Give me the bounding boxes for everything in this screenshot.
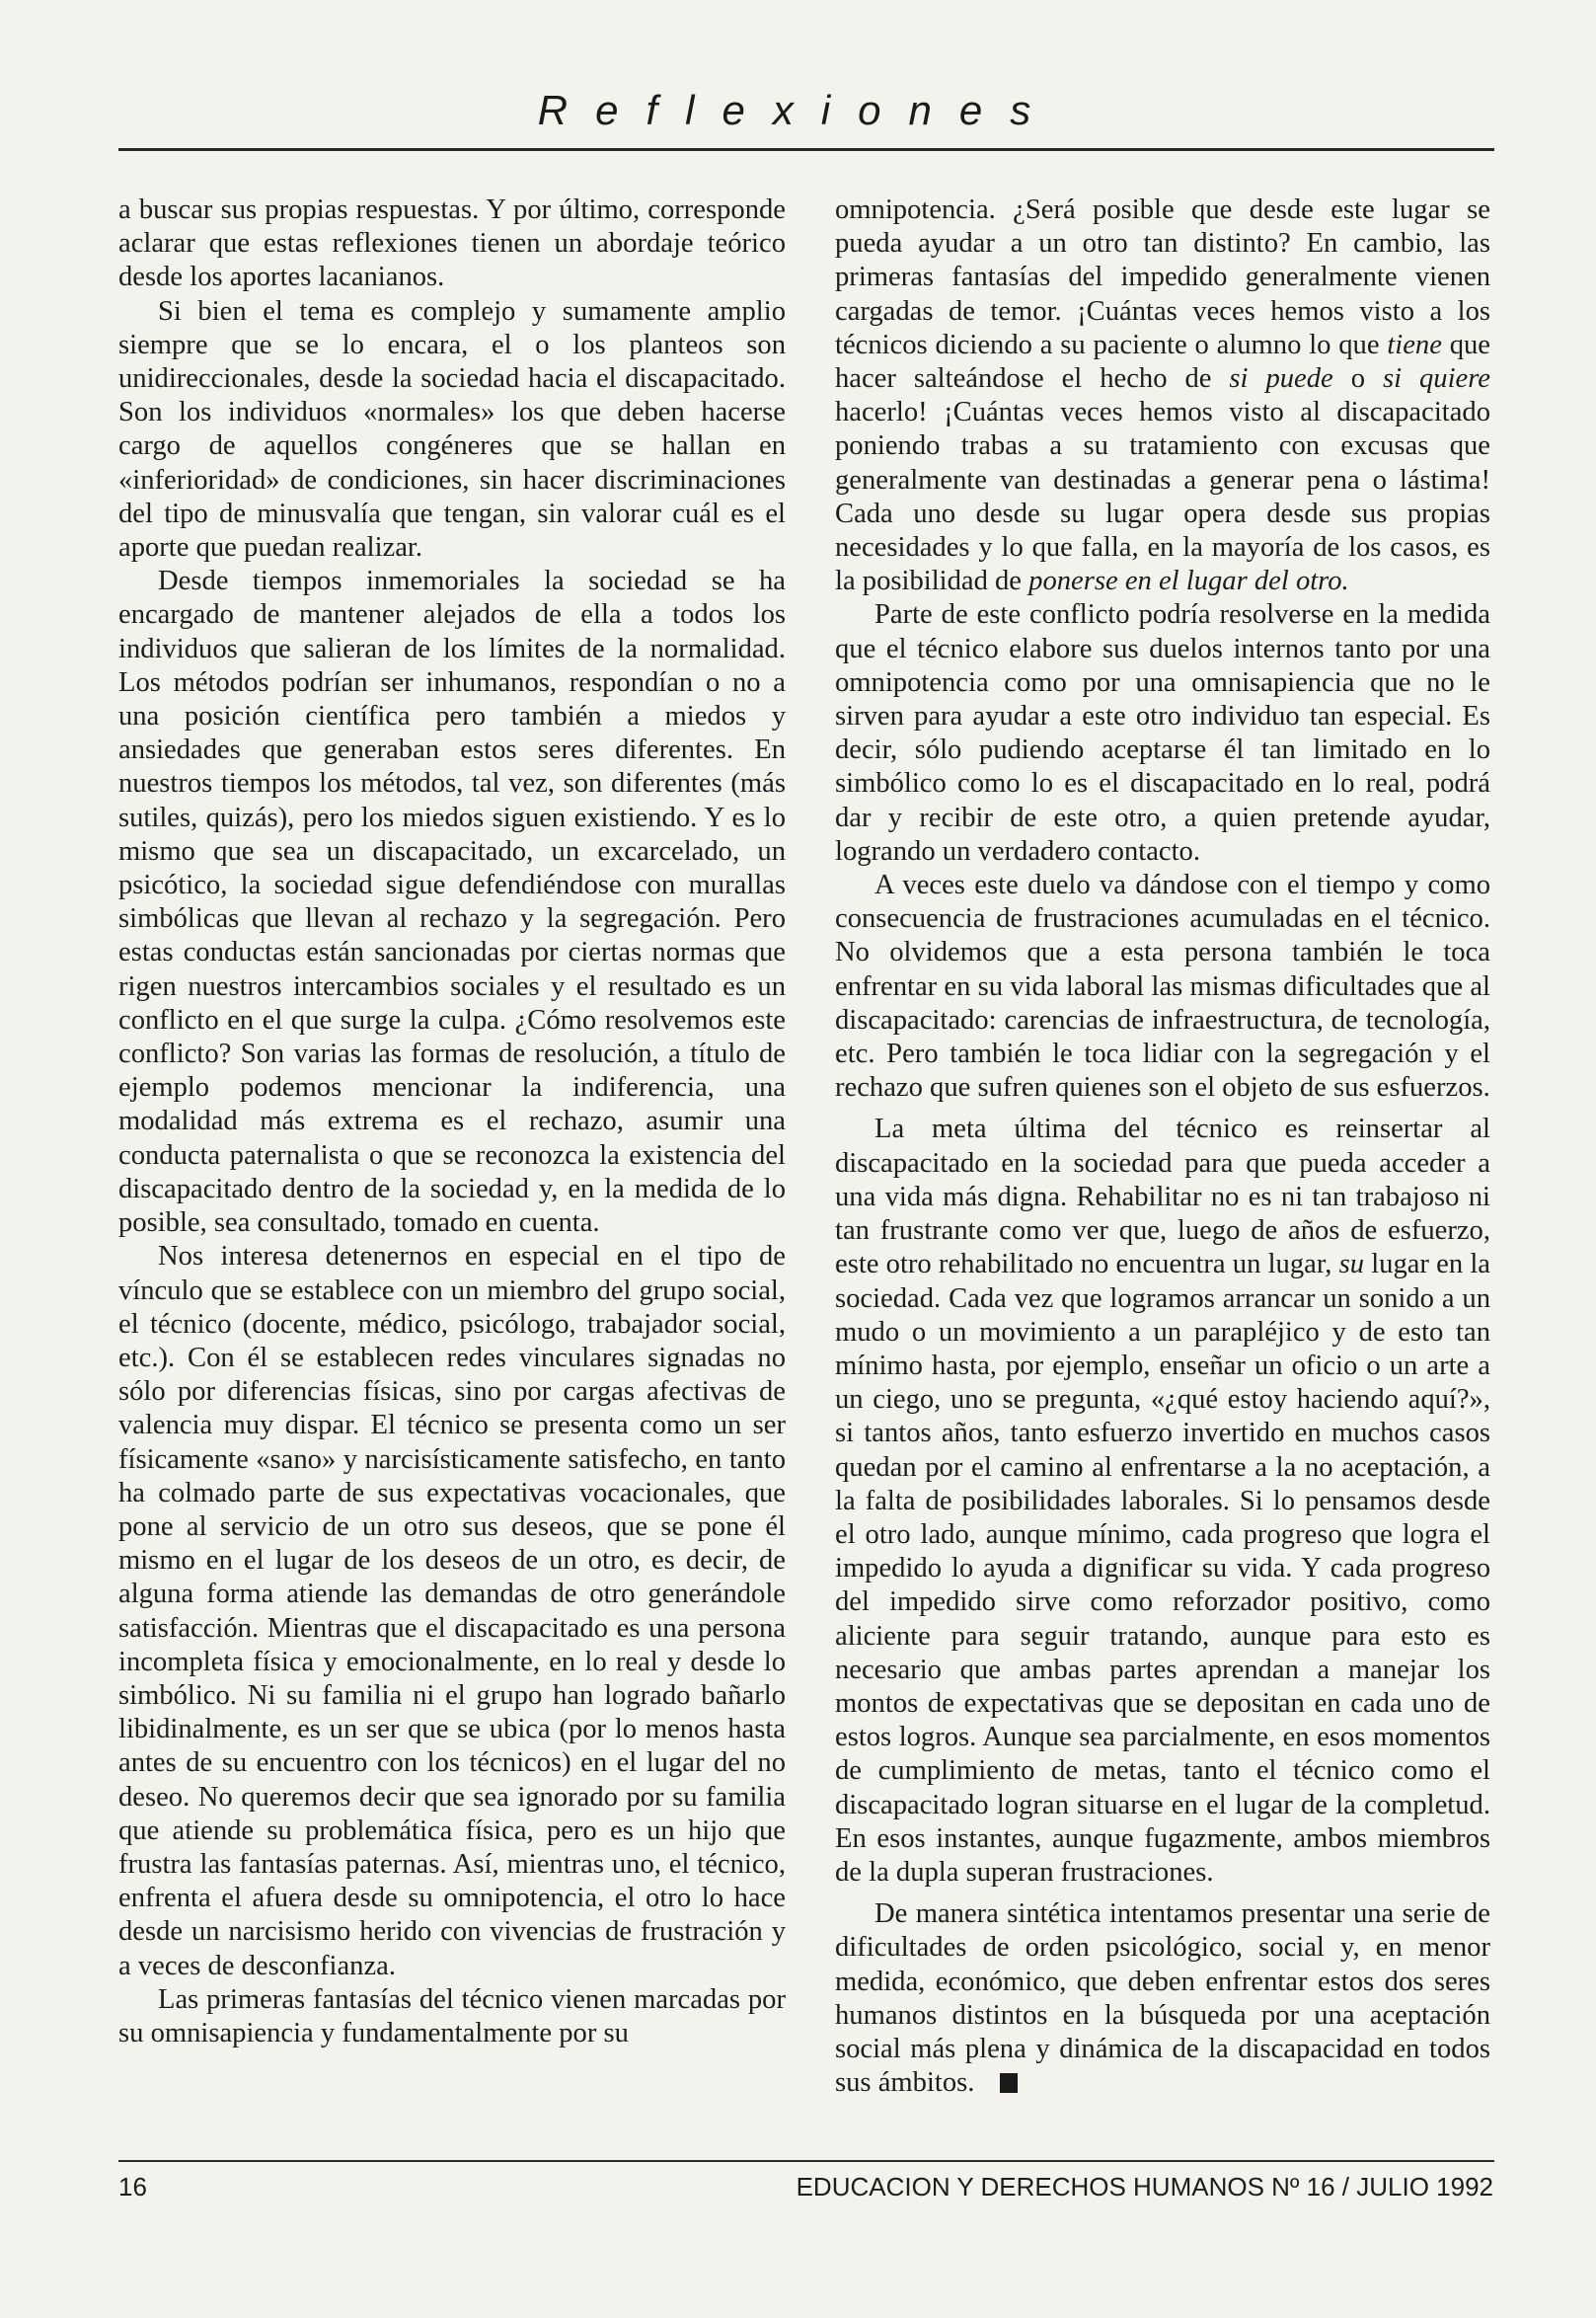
left-paragraph-3: Desde tiempos inmemoriales la sociedad se ha encargado de mantener alejados de ella a todos los individuos que salieran de los límites de la normalidad. Los métodos podrían ser inhumanos, respondían o no a una posición científica pero también a miedos y ansiedades que generaban estos seres diferentes. En nuestros tiempos los métodos, tal vez, son diferentes (más sutiles, quizás), pero los miedos siguen existiendo. Y es lo mismo que sea un discapacitado, un excarcelado, un psicótico, la sociedad sigue defendiéndose con murallas simbólicas que llevan al rechazo y la segregación. Pero estas conductas están sancionadas por ciertas normas que rigen nuestros intercambios sociales y el resultado es un conflicto en el que surge la culpa. ¿Cómo resolvemos este conflicto? Son varias las formas de resolución, a título de ejemplo podemos mencionar la indiferencia, una modalidad más extrema es el rechazo, asumir una conducta paternalista o que se reconozca la existencia del discapacitado dentro de la sociedad y, en la medida de lo posible, sea consultado, tomado en cuenta. [118, 566, 786, 1239]
right-paragraph-4: La meta última del técnico es reinsertar al discapacitado en la sociedad para que pueda acceder a una vida más digna. Rehabilitar no es ni tan trabajoso ni tan frustrante como ver que, luego de años de esfuerzo, este otro rehabilitado no encuentra un lugar, su lugar en la sociedad. Cada vez que logramos arrancar un sonido a un mudo o un movimiento a un parapléjico y de esto tan mínimo hasta, por ejemplo, enseñar un oficio o un arte a un ciego, uno se pregunta, «¿qué estoy haciendo aquí?», si tantos años, tanto esfuerzo invertido en muchos casos quedan por el camino al enfrentarse a la no aceptación, a la falta de posibilidades laborales. Si lo pensamos desde el otro lado, aunque mínimo, cada progreso que logra el impedido lo ayuda a dignificar su vida. Y cada progreso del impedido sirve como reforzador positivo, como aliciente para seguir tratando, aunque para esto es necesario que ambas partes aprendan a manejar los montos de expectativas que se depositan en cada uno de estos logros. Aunque sea parcialmente, en esos momentos de cumplimiento de metas, tanto el técnico como el discapacitado logran situarse en el lugar de la completud. En esos instantes, aunque fugazmente, ambos miembros de la dupla superan frustraciones. [835, 1114, 1490, 1888]
end-of-article-icon [1000, 2073, 1018, 2093]
left-column [118, 193, 786, 2050]
emphasis-su: su [1338, 1249, 1364, 1280]
right-paragraph-5: De manera sintética intentamos presentar una serie de dificultades de orden psicológico, social y, en menor medida, económico, que deben enfrentar estos dos seres humanos distintos en la búsqueda por una aceptación social más plena y dinámica de la discapacidad en todos sus ámbitos. [835, 1898, 1490, 2099]
right-paragraph-2: Parte de este conflicto podría resolverse en la medida que el técnico elabore sus duelos internos tanto por una omnipotencia como por una omnisapiencia que no le sirven para ayudar a este otro individuo tan especial. Es decir, sólo pudiendo aceptarse él tan limitado en lo simbólico como lo es el discapacitado en lo real, podrá dar y recibir de este otro, a quien pretende ayudar, logrando un verdadero contacto. [835, 599, 1490, 867]
header-rule [118, 148, 1494, 151]
emphasis-tiene: tiene [1387, 329, 1442, 360]
left-paragraph-4: Nos interesa detenernos en especial en el tipo de vínculo que se establece con un miembro del grupo social, el técnico (docente, médico, psicólogo, trabajador social, etc.). Con él se establecen redes vinculares signadas no sólo por diferencias físicas, sino por cargas afectivas de valencia muy dispar. El técnico se presenta como un ser físicamente «sano» y narcisísticamente satisfecho, en tanto ha colmado parte de sus expectativas vocacionales, que pone al servicio de un otro sus deseos, que se pone él mismo en el lugar de los deseos de un otro, es decir, de alguna forma atiende las demandas de otro generándole satisfacción. Mientras que el discapacitado es una persona incompleta física y emocionalmente, en lo real y desde lo simbólico. Ni su familia ni el grupo han logrado bañarlo libidinalmente, es un ser que se ubica (por lo menos hasta antes de su encuentro con los técnicos) en el lugar del no deseo. No queremos decir que sea ignorado por su familia que atiende su problemática física, pero es un hijo que frustra las fantasías paternas. Así, mientras uno, el técnico, enfrenta el afuera desde su omnipotencia, el otro lo hace desde un narcisismo herido con vivencias de frustración y a veces de desconfianza. [118, 1241, 786, 1981]
right-paragraph-3: A veces este duelo va dándose con el tiempo y como consecuencia de frustraciones acumuladas en el técnico. No olvidemos que a esta persona también le toca enfrentar en su vida laboral las mismas dificultades que al discapacitado: carencias de infraestructura, de tecnología, etc. Pero también le toca lidiar con la segregación y el rechazo que sufren quienes son el objeto de sus esfuerzos. [835, 870, 1490, 1104]
right-paragraph-1: omnipotencia. ¿Será posible que desde este lugar se pueda ayudar a un otro tan distinto? En cambio, las primeras fantasías del impedido generalmente vienen cargadas de temor. ¡Cuántas veces hemos visto a los técnicos diciendo a su paciente o alumno lo que tiene que hacer salteándose el hecho de si puede o si quiere hacerlo! ¡Cuántas veces hemos visto al discapacitado poniendo trabas a su tratamiento con excusas que generalmente van destinadas a generar pena o lástima! Cada uno desde su lugar opera desde sus propias necesidades y lo que falla, en la mayoría de los casos, es la posibilidad de ponerse en el lugar del otro. [835, 194, 1490, 597]
page-number: 16 [118, 2172, 147, 2202]
left-paragraph-1: a buscar sus propias respuestas. Y por último, corresponde aclarar que estas reflexiones tienen un abordaje teórico desde los aportes lacanianos. [118, 194, 786, 293]
running-header: Reflexiones [537, 87, 1059, 133]
left-paragraph-5: Las primeras fantasías del técnico vienen marcadas por su omnisapiencia y fundamentalmente por su [118, 1983, 786, 2048]
emphasis-si-puede: si puede [1229, 363, 1333, 395]
right-column [835, 193, 1490, 2100]
footer-rule [118, 2160, 1494, 2162]
emphasis-ponerse: ponerse en el lugar del otro. [1028, 566, 1349, 597]
footer-publication: EDUCACION Y DERECHOS HUMANOS Nº 16 / JULIO 1992 [796, 2172, 1493, 2202]
emphasis-si-quiere: si quiere [1382, 363, 1490, 395]
left-paragraph-2: Si bien el tema es complejo y sumamente amplio siempre que se lo encara, el o los planteos son unidireccionales, desde la sociedad hacia el discapacitado. Son los individuos «normales» los que deben hacerse cargo de aquellos congéneres que se hallan en «inferioridad» de condiciones, sin hacer discriminaciones del tipo de minusvalía que tengan, sin valorar cuál es el aporte que puedan realizar. [118, 295, 786, 564]
